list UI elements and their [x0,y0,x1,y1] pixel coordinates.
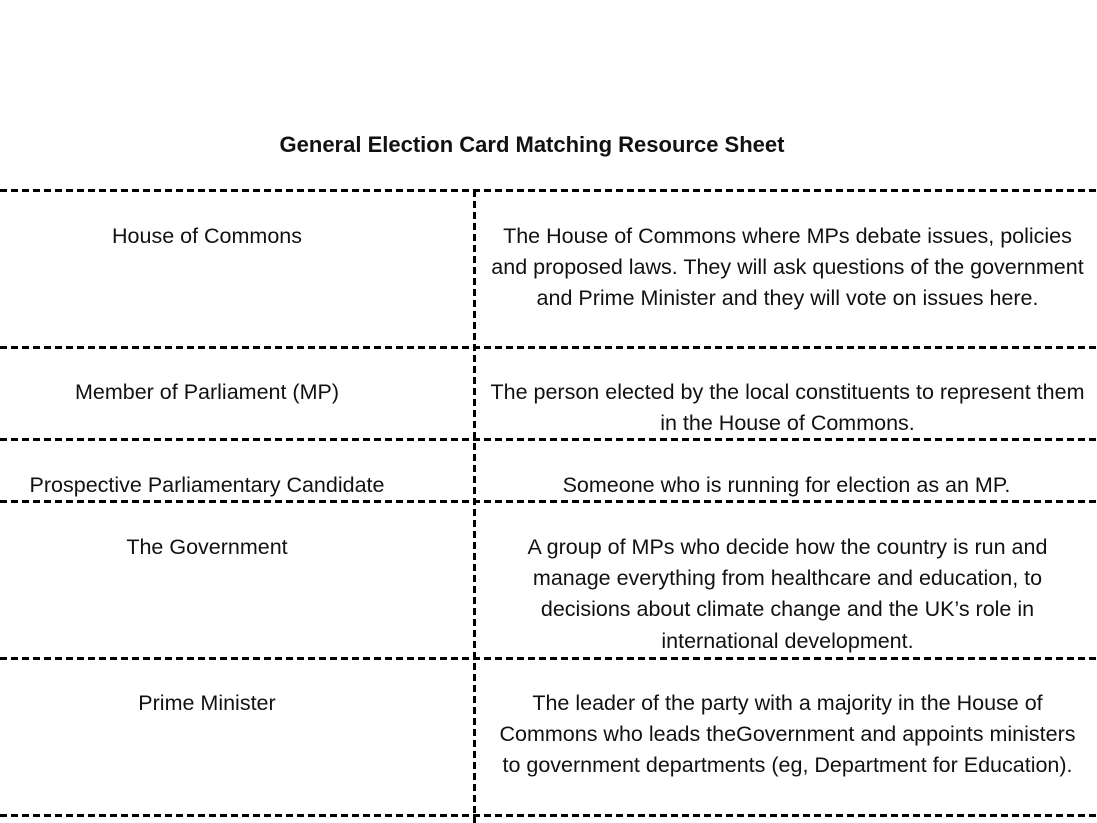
definition-card: Someone who is running for election as an MP. [562,473,1011,497]
definition-card: The person elected by the local constituents to represent them in the House of Commons. [490,380,1085,436]
definition-card: The House of Commons where MPs debate issues, policies and proposed laws. They will ask questions of the government and Prime Minister and they will vote on issues here. [491,224,1084,311]
cut-line-horizontal [0,346,1097,349]
cut-line-vertical [473,190,476,823]
page-title: General Election Card Matching Resource Sheet [279,132,785,157]
definition-card: The leader of the party with a majority in the House of Commons who leads theGovernment and appoints ministers to government departments (eg, Department for Education). [499,691,1076,778]
term-card: The Government [126,535,288,559]
term-card: House of Commons [112,224,302,248]
cut-line-horizontal [0,657,1097,660]
definition-card: A group of MPs who decide how the country is run and manage everything from healthcare and education, to decisions about climate change and the UK’s role in international development. [527,535,1048,653]
term-card: Prime Minister [138,691,276,715]
cut-line-horizontal [0,189,1097,192]
cut-line-horizontal [0,814,1097,817]
term-card: Prospective Parliamentary Candidate [29,473,385,497]
term-card: Member of Parliament (MP) [74,380,340,404]
